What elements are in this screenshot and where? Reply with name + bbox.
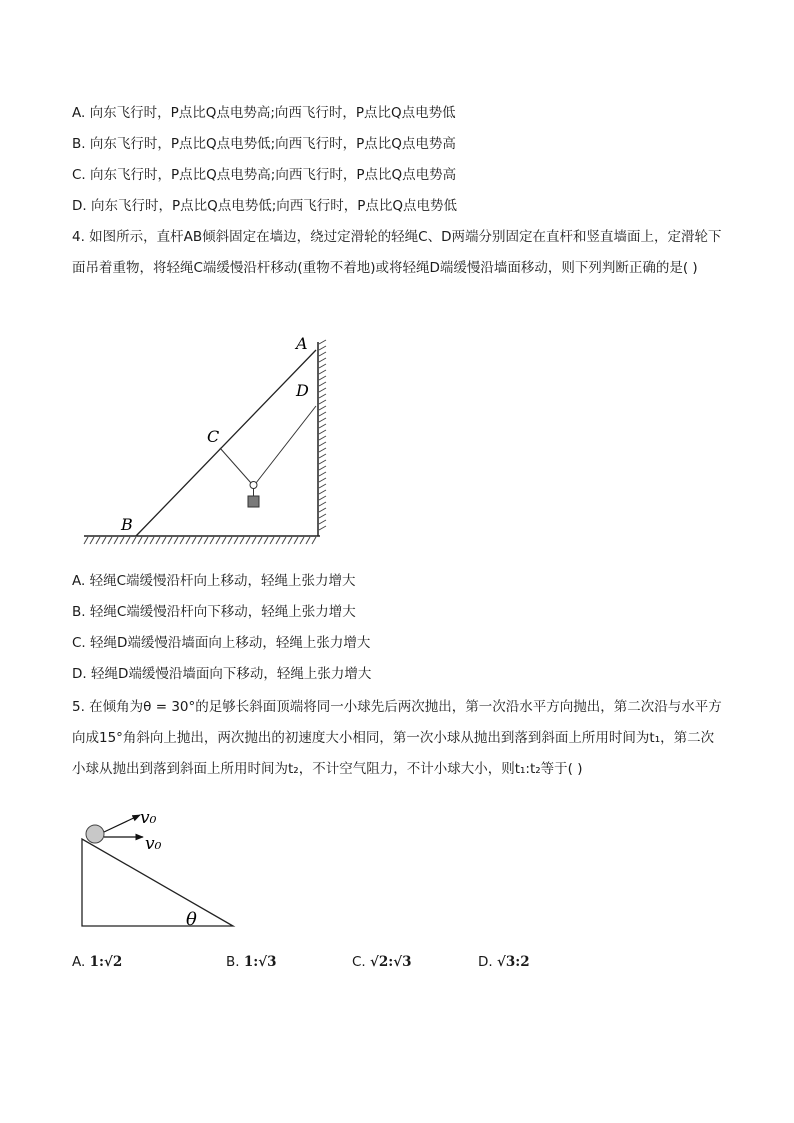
wall-hatch-mark — [319, 394, 326, 398]
wall-hatch-mark — [319, 502, 326, 506]
wall-hatch-mark — [319, 436, 326, 440]
ground-hatch-mark — [90, 537, 94, 544]
wall-hatch-mark — [319, 424, 326, 428]
wall-hatch-mark — [319, 388, 326, 392]
wall-hatch-mark — [319, 412, 326, 416]
wall-hatch-mark — [319, 352, 326, 356]
wall-hatch-mark — [319, 382, 326, 386]
label-c: C — [207, 427, 220, 446]
wall-hatch-mark — [319, 370, 326, 374]
ground-hatch-mark — [270, 537, 274, 544]
q3-option-c: C. 向东飞行时，P点比Q点电势高;向西飞行时，P点比Q点电势高 — [72, 167, 457, 183]
wall-hatch-mark — [319, 400, 326, 404]
ground-hatch-mark — [240, 537, 244, 544]
ground-hatch-mark — [114, 537, 118, 544]
wall-hatch-mark — [319, 496, 326, 500]
ground-hatch-mark — [180, 537, 184, 544]
q4-option-a: A. 轻绳C端缓慢沿杆向上移动，轻绳上张力增大 — [72, 573, 356, 589]
wall-hatch-mark — [319, 340, 326, 344]
ground-hatch-mark — [264, 537, 268, 544]
ground-hatch-mark — [228, 537, 232, 544]
label-d: D — [296, 381, 309, 400]
ball — [86, 825, 104, 843]
q4-option-c: C. 轻绳D端缓慢沿墙面向上移动，轻绳上张力增大 — [72, 635, 371, 651]
ground-hatch-mark — [198, 537, 202, 544]
wall-hatch-mark — [319, 466, 326, 470]
wall-hatch-mark — [319, 364, 326, 368]
ground-hatch-mark — [222, 537, 226, 544]
ground-hatch-mark — [138, 537, 142, 544]
wall-hatch-mark — [319, 514, 326, 518]
q5-option-c: C. √2:√3 — [352, 954, 412, 970]
ground-hatch-mark — [306, 537, 310, 544]
ground-hatch-mark — [96, 537, 100, 544]
q3-option-d: D. 向东飞行时，P点比Q点电势低;向西飞行时，P点比Q点电势低 — [72, 198, 458, 214]
ground-hatch-mark — [216, 537, 220, 544]
ground-hatch-mark — [246, 537, 250, 544]
ground-hatch-mark — [300, 537, 304, 544]
ground-hatch-mark — [294, 537, 298, 544]
ground-hatch-mark — [102, 537, 106, 544]
wall-hatch-mark — [319, 430, 326, 434]
wall-hatch-mark — [319, 526, 326, 530]
label-b: B — [121, 515, 133, 534]
wall-hatch-mark — [319, 472, 326, 476]
wall-hatch-mark — [319, 346, 326, 350]
pulley — [250, 482, 257, 489]
ground-hatch-mark — [144, 537, 148, 544]
wall-hatch-mark — [319, 406, 326, 410]
label-v0-lower: v₀ — [145, 834, 162, 854]
q5-option-a: A. 1:√2 — [72, 954, 123, 970]
ground-hatch-mark — [276, 537, 280, 544]
ground-hatch-mark — [84, 537, 88, 544]
wall-hatch-mark — [319, 484, 326, 488]
ground-hatch-mark — [150, 537, 154, 544]
q4-option-d: D. 轻绳D端缓慢沿墙面向下移动，轻绳上张力增大 — [72, 666, 372, 682]
q4-stem: 4. 如图所示，直杆AB倾斜固定在墙边，绕过定滑轮的轻绳C、D两端分别固定在直杆和竖直墙面上，定滑轮下面吊着重物，将轻绳C端缓慢沿杆移动(重物不着地)或将轻绳D端缓慢沿墙面移动，则下列判断正确的是( ) — [72, 229, 722, 276]
label-a: A — [296, 334, 308, 353]
ground-hatch-mark — [126, 537, 130, 544]
velocity-arrow-upper — [104, 815, 140, 832]
ground-hatch-mark — [120, 537, 124, 544]
q5-figure — [75, 810, 250, 935]
rope-d-segment — [256, 406, 316, 483]
label-theta: θ — [186, 909, 197, 930]
wall-hatch-mark — [319, 520, 326, 524]
wall-hatch-mark — [319, 358, 326, 362]
ground-hatch-mark — [282, 537, 286, 544]
q3-option-b: B. 向东飞行时，P点比Q点电势低;向西飞行时，P点比Q点电势高 — [72, 136, 456, 152]
ground-hatch-mark — [204, 537, 208, 544]
wall-hatch-mark — [319, 448, 326, 452]
q4-option-b: B. 轻绳C端缓慢沿杆向下移动，轻绳上张力增大 — [72, 604, 356, 620]
rod-ab — [136, 350, 316, 536]
ground-hatch-mark — [288, 537, 292, 544]
ground-hatch-mark — [162, 537, 166, 544]
q5-option-b: B. 1:√3 — [226, 954, 277, 970]
ground-hatch-mark — [168, 537, 172, 544]
label-v0-upper: v₀ — [140, 810, 157, 828]
wall-hatch-mark — [319, 490, 326, 494]
ground-hatch-mark — [234, 537, 238, 544]
ground-hatch-mark — [174, 537, 178, 544]
ground-hatch-mark — [186, 537, 190, 544]
ground-hatch-mark — [192, 537, 196, 544]
ground-hatch-mark — [258, 537, 262, 544]
ground-hatch — [84, 340, 326, 544]
wall-hatch-mark — [319, 508, 326, 512]
wall-hatch-mark — [319, 376, 326, 380]
weight-block — [248, 496, 259, 507]
wall-hatch-mark — [319, 454, 326, 458]
ground-hatch-mark — [210, 537, 214, 544]
wall-hatch-mark — [319, 460, 326, 464]
ground-hatch-mark — [312, 537, 316, 544]
wall-hatch-mark — [319, 478, 326, 482]
q4-figure — [80, 330, 340, 550]
ground-hatch-mark — [252, 537, 256, 544]
q5-option-d: D. √3:2 — [478, 954, 530, 970]
wall-hatch-mark — [319, 442, 326, 446]
q5-stem: 5. 在倾角为θ = 30°的足够长斜面顶端将同一小球先后两次抛出，第一次沿水平方向抛出，第二次沿与水平方向成15°角斜向上抛出，两次抛出的初速度大小相同，第一次小球从抛出到落到斜面上所用时间为t₁，第二次小球从抛出到落到斜面上所用时间为t₂，不计空气阻力，不计小球大小，则t₁:t₂等于( ) — [72, 699, 722, 777]
ground-hatch-mark — [108, 537, 112, 544]
ground-hatch-mark — [132, 537, 136, 544]
wall-hatch-mark — [319, 418, 326, 422]
ground-hatch-mark — [156, 537, 160, 544]
rope-c-segment — [220, 448, 251, 483]
q3-option-a: A. 向东飞行时，P点比Q点电势高;向西飞行时，P点比Q点电势低 — [72, 105, 456, 121]
